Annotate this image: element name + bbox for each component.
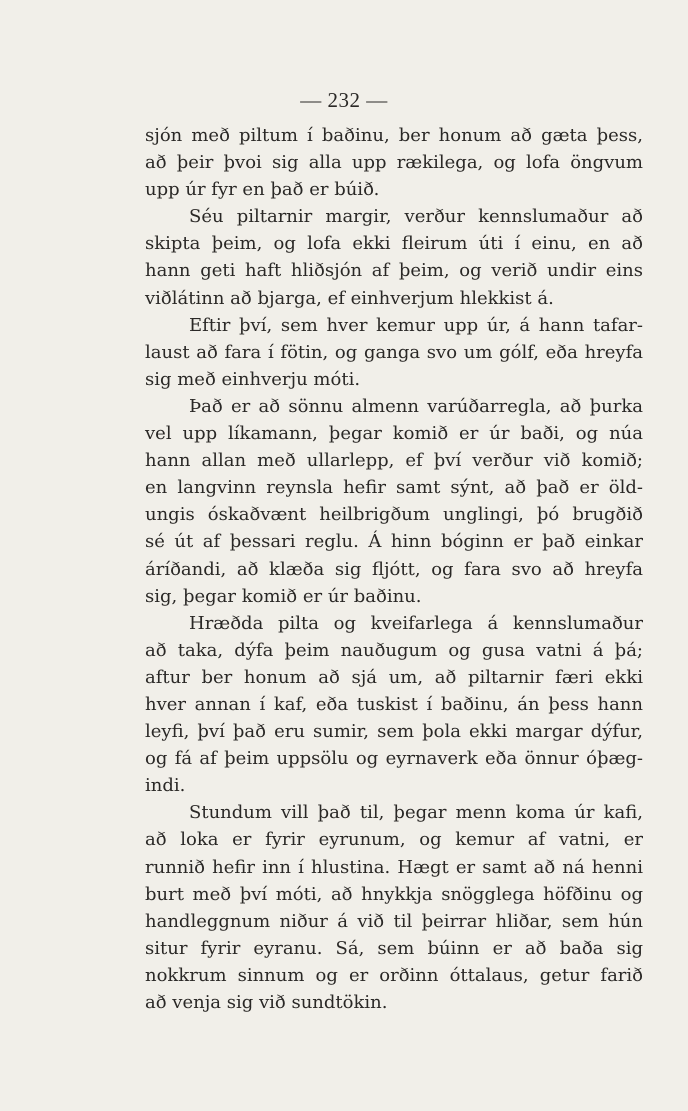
text-line: aftur ber honum að sjá um, að piltarnir færi ekki [145, 666, 643, 688]
text-line: en langvinn reynsla hefir samt sýnt, að það er öld- [145, 477, 643, 499]
text-line: laust að fara í fötin, og ganga svo um gólf, eða hreyfa [145, 341, 643, 363]
text-line: indi. [145, 775, 186, 797]
text-line: situr fyrir eyranu. Sá, sem búinn er að baða sig [145, 937, 643, 959]
text-line: burt með því móti, að hnykkja snögglega höfðinu og [145, 883, 643, 905]
text-line: ungis óskaðvænt heilbrigðum unglingi, þó brugðið [145, 504, 643, 526]
text-line: að venja sig við sundtökin. [145, 992, 388, 1013]
text-line: hann allan með ullarlepp, ef því verður við komið; [145, 450, 643, 472]
text-line: handleggnum niður á við til þeirrar hliðar, sem hún [145, 910, 643, 932]
text-line: sig með einhverju móti. [145, 368, 361, 390]
text-line: nokkrum sinnum og er orðinn óttalaus, getur farið [145, 964, 643, 986]
text-line: að loka er fyrir eyrunum, og kemur af vatni, er [145, 829, 643, 851]
text-line: Það er að sönnu almenn varúðarregla, að þurka [189, 395, 643, 417]
page-number: — 232 — [300, 88, 388, 112]
text-line: upp úr fyr en það er búið. [145, 179, 380, 201]
text-line: hann geti haft hliðsjón af þeim, og verið undir eins [145, 260, 643, 282]
text-line: leyfi, því það eru sumir, sem þola ekki margar dýfur, [145, 721, 643, 743]
text-line: runnið hefir inn í hlustina. Hægt er samt að ná henni [145, 856, 643, 878]
text-line: Stundum vill það til, þegar menn koma úr kafi, [189, 802, 643, 824]
text-line: Eftir því, sem hver kemur upp úr, á hann tafar- [189, 314, 643, 336]
text-line: sjón með piltum í baðinu, ber honum að gæta þess, [145, 125, 643, 146]
text-line: hver annan í kaf, eða tuskist í baðinu, án þess hann [145, 693, 643, 715]
text-line: vel upp líkamann, þegar komið er úr baði, og núa [145, 423, 643, 445]
text-line: viðlátinn að bjarga, ef einhverjum hlekkist á. [145, 287, 554, 309]
text-line: að þeir þvoi sig alla upp rækilega, og lofa öngvum [145, 152, 643, 174]
text-line: Hræðda pilta og kveifarlega á kennslumaður [189, 612, 643, 634]
body-text [145, 122, 643, 1016]
text-line: sé út af þessari reglu. Á hinn bóginn er það einkar [145, 531, 643, 553]
text-line: áríðandi, að klæða sig fljótt, og fara svo að hreyfa [145, 558, 643, 580]
text-line: Séu piltarnir margir, verður kennslumaður að [189, 206, 643, 228]
text-line: sig, þegar komið er úr baðinu. [145, 585, 422, 607]
text-line: skipta þeim, og lofa ekki fleirum úti í einu, en að [145, 233, 643, 255]
text-line: að taka, dýfa þeim nauðugum og gusa vatni á þá; [145, 639, 643, 661]
text-line: og fá af þeim uppsölu og eyrnaverk eða önnur óþæg- [145, 748, 643, 770]
